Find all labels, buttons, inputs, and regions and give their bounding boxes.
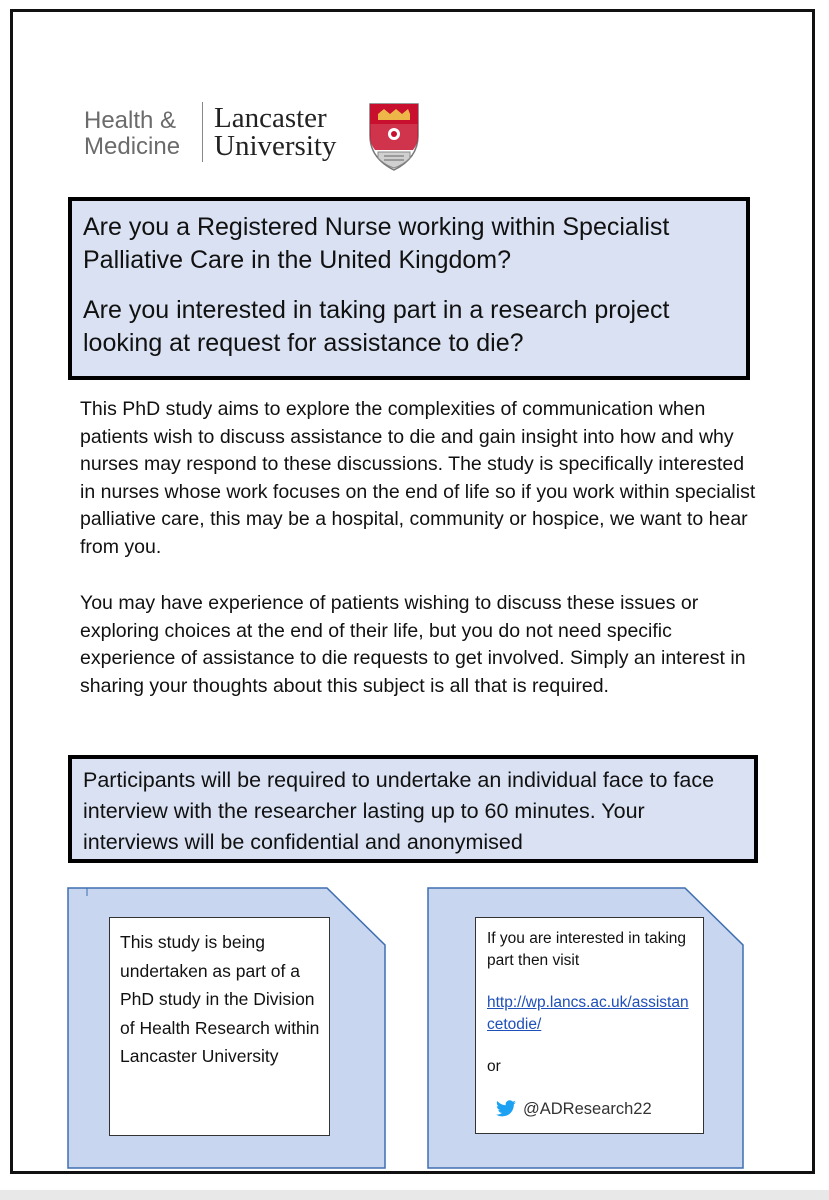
experience-paragraph: You may have experience of patients wishing to discuss these issues or exploring choices at the end of their life, but you do not need specific experience of assistance to die requests to get involved. Simply an interest in sharing your thoughts about this subject is all that is required.: [80, 592, 746, 697]
study-description: This PhD study aims to explore the complexities of communication when patients wish to discuss assistance to die and gain insight into how and why nurses may respond to these discussions. The study is specifically interested in nurses whose work focuses on the end of life so if you work within specialist palliative care, this may be a hospital, community or hospice, we want to hear from you.: [80, 398, 756, 558]
crest-icon: [368, 102, 420, 172]
participants-box: [68, 755, 758, 863]
project-link[interactable]: http://wp.lancs.ac.uk/assistancetodie/: [487, 994, 689, 1033]
university-logo: [84, 100, 444, 174]
twitter-row[interactable]: [487, 1098, 695, 1120]
question-nurse: Are you a Registered Nurse working within Specialist Palliative Care in the United Kingdom?: [83, 213, 670, 274]
logo-divider: [202, 102, 203, 162]
or-label: or: [487, 1058, 501, 1075]
question-box: [68, 197, 750, 380]
twitter-handle: @ADResearch22: [523, 1100, 652, 1118]
study-info-text: This study is being undertaken as part of a PhD study in the Division of Health Research within Lancaster University: [120, 932, 320, 1066]
study-info-card: [109, 917, 330, 1136]
logo-health-medicine: Health & Medicine: [84, 107, 181, 160]
participants-text: Participants will be required to undertake an individual face to face interview with the researcher lasting up to 60 minutes. Your interviews will be confidential and anonymised: [83, 768, 715, 854]
contact-intro: If you are interested in taking part then visit: [487, 930, 687, 969]
question-interest: Are you interested in taking part in a research project looking at request for assistance to die?: [83, 296, 670, 357]
logo-lancaster-university: Lancaster University: [214, 102, 337, 162]
contact-card: [475, 917, 704, 1134]
twitter-bird-icon: [495, 1100, 517, 1118]
